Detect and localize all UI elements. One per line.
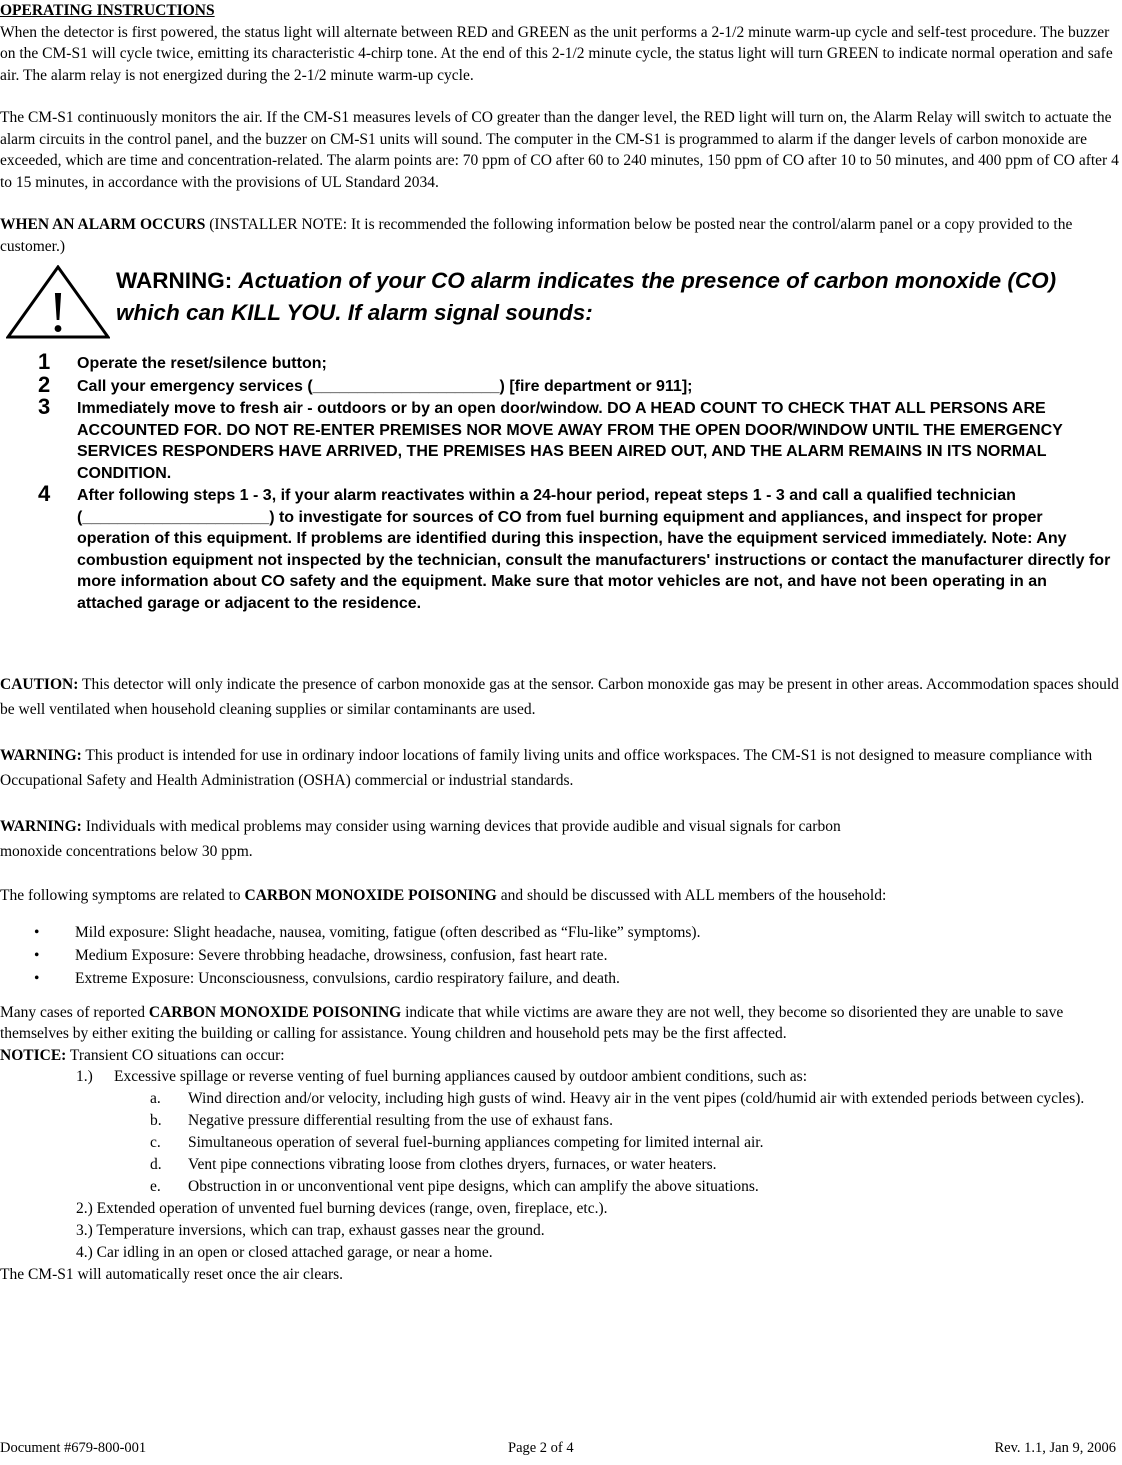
warning-triangle-icon — [6, 265, 110, 339]
step-number: 1 — [38, 349, 51, 374]
many-cases-post: indicate that while victims are aware they are not well, they become so disoriented they are unable to save themselves by either exiting the building or calling for assistance. Young children and household pets may be the first affected. — [0, 1003, 1064, 1042]
symptoms-intro-pre: The following symptoms are related to — [0, 887, 245, 904]
emergency-step — [0, 481, 1122, 614]
notice-subitem-text: Simultaneous operation of several fuel-burning appliances competing for limited internal air. — [188, 1134, 764, 1151]
notice-subitem — [0, 1176, 1122, 1198]
page-number: Page 2 of 4 — [508, 1440, 574, 1456]
alarm-occurs-heading: WHEN AN ALARM OCCURS — [0, 216, 206, 233]
step-number: 4 — [38, 481, 51, 506]
warning-medical-text-1: Individuals with medical problems may consider using warning devices that provide audible and visual signals for carbon — [81, 818, 841, 835]
warning-indoor-label: WARNING: — [0, 747, 82, 764]
notice-item-text: Excessive spillage or reverse venting of fuel burning appliances caused by outdoor ambient conditions, such as: — [114, 1068, 808, 1085]
warning-banner-message: Actuation of your CO alarm indicates the presence of carbon monoxide (CO) which can KILL YOU. If alarm signal sounds: — [116, 268, 1057, 325]
list-item — [0, 944, 1122, 967]
step-text: After following steps 1 - 3, if your alarm reactivates within a 24-hour period, repeat steps 1 - 3 and call a qualified technician (_____________________) to investigate for sources of CO from fuel burning equipment and appliances, and inspect for proper operation of this equipment. If problems are identified during this inspection, have the equipment serviced immediately. Note: Any combustion equipment not inspected by the technician, consult the manufacturers' instructions or contact the manufacturer directly for more information about CO safety and the equipment. Make sure that motor vehicles are not, and have not been operating in an attached garage or adjacent to the residence. — [77, 487, 1111, 612]
symptom-text: Mild exposure: Slight headache, nausea, vomiting, fatigue (often described as “Flu-like” symptoms). — [75, 923, 701, 941]
step-text: Call your emergency services (_____________________) [fire department or 911]; — [77, 377, 693, 395]
step-number: 3 — [38, 394, 51, 419]
notice-item — [0, 1066, 1122, 1088]
step-text: Operate the reset/silence button; — [77, 355, 327, 372]
warning-banner — [0, 265, 1122, 347]
warning-indoor-text: This product is intended for use in ordinary indoor locations of family living units and office workspaces. The CM-S1 is not designed to measure compliance with Occupational Safety and Health Administration (OSHA) commercial or industrial standards. — [0, 747, 1093, 789]
notice-item: 2.) Extended operation of unvented fuel burning devices (range, oven, fireplace, etc.). — [76, 1200, 608, 1217]
list-item — [0, 921, 1122, 944]
notice-item-index: 1.) — [76, 1068, 93, 1085]
step-text: Immediately move to fresh air - outdoors or by an open door/window. DO A HEAD COUNT TO CHECK THAT ALL PERSONS ARE ACCOUNTED FOR. DO NOT RE-ENTER PREMISES NOR MOVE AWAY FROM THE OPEN DOOR/WINDOW UNTIL THE EMERGENCY SERVICES RESPONDERS HAVE ARRIVED, THE PREMISES HAS BEEN AIRED OUT, AND THE ALARM REMAINS IN ITS NORMAL CONDITION. — [77, 400, 1063, 482]
warning-banner-text — [116, 265, 1116, 329]
symptom-text: Extreme Exposure: Unconsciousness, convulsions, cardio respiratory failure, and death. — [75, 969, 620, 987]
warning-medical-paragraph — [0, 814, 1122, 864]
notice-paragraph — [0, 1045, 1122, 1067]
notice-subitem-index: b. — [150, 1112, 162, 1129]
document-number: Document #679-800-001 — [0, 1440, 147, 1456]
warning-medical-text-2: monoxide concentrations below 30 ppm. — [0, 843, 253, 860]
symptoms-intro-post: and should be discussed with ALL members of the household: — [496, 887, 887, 904]
notice-subitem-text: Vent pipe connections vibrating loose from clothes dryers, furnaces, or water heaters. — [188, 1156, 717, 1173]
notice-subitem-text: Negative pressure differential resulting from the use of exhaust fans. — [188, 1112, 613, 1129]
installer-note: (INSTALLER NOTE: It is recommended the following information below be posted near the control/alarm panel or a copy provided to the customer.) — [0, 216, 1073, 255]
notice-label: NOTICE: — [0, 1046, 67, 1064]
emergency-steps — [0, 349, 1122, 614]
notice-text: Transient CO situations can occur: — [66, 1046, 285, 1064]
notice-item: 3.) Temperature inversions, which can trap, exhaust gasses near the ground. — [76, 1222, 545, 1239]
notice-subitem — [0, 1088, 1122, 1110]
revision-info: Rev. 1.1, Jan 9, 2006 — [994, 1440, 1116, 1456]
symptom-text: Medium Exposure: Severe throbbing headache, drowsiness, confusion, fast heart rate. — [75, 946, 608, 964]
emergency-step — [0, 349, 1122, 375]
page-footer — [0, 1438, 1122, 1458]
warning-banner-label: WARNING: — [116, 268, 239, 293]
many-cases-paragraph — [0, 1002, 1122, 1045]
many-cases-bold: CARBON MONOXIDE POISONING — [148, 1003, 402, 1021]
bullet-icon: • — [34, 969, 40, 987]
operating-paragraph-1: When the detector is first powered, the status light will alternate between RED and GREEN as the unit performs a 2-1/2 minute warm-up cycle and self-test procedure. The buzzer on the CM-S1 will cycle twice, emitting its characteristic 4-chirp tone. At the end of this 2-1/2 minute cycle, the status light will turn GREEN to indicate normal operation and safe air. The alarm relay is not energized during the 2-1/2 minute warm-up cycle. — [0, 23, 1113, 84]
bullet-icon: • — [34, 923, 40, 941]
emergency-step — [0, 394, 1122, 484]
caution-block — [0, 672, 1122, 864]
caution-text: This detector will only indicate the presence of carbon monoxide gas at the sensor. Carbon monoxide gas may be present in other areas. Accommodation spaces should be well ventilated when household cleaning supplies or similar contaminants are used. — [0, 676, 1119, 718]
operating-instructions-title: OPERATING INSTRUCTIONS — [0, 2, 215, 19]
warning-triangle-glyph: ! — [48, 279, 68, 339]
caution-paragraph — [0, 672, 1122, 722]
notice-subitem — [0, 1110, 1122, 1132]
notice-subitem-text: Obstruction in or unconventional vent pipe designs, which can amplify the above situations. — [188, 1178, 759, 1195]
notice-subitem-index: c. — [150, 1134, 161, 1151]
symptoms-intro — [0, 885, 1122, 907]
bullet-icon: • — [34, 946, 40, 964]
notice-list — [0, 1066, 1122, 1264]
notice-subitem-index: a. — [150, 1090, 161, 1107]
symptoms-intro-bold: CARBON MONOXIDE POISONING — [244, 887, 497, 904]
list-item — [0, 967, 1122, 990]
caution-label: CAUTION: — [0, 676, 79, 693]
many-cases-pre: Many cases of reported — [0, 1003, 149, 1021]
notice-subitem-index: d. — [150, 1156, 162, 1173]
warning-indoor-paragraph — [0, 743, 1122, 793]
alarm-occurs-paragraph — [0, 214, 1122, 257]
reset-note: The CM-S1 will automatically reset once the air clears. — [0, 1266, 344, 1283]
notice-subitem — [0, 1154, 1122, 1176]
notice-subitem-text: Wind direction and/or velocity, including high gusts of wind. Heavy air in the vent pipes (cold/humid air with extended periods between cycles). — [188, 1090, 1085, 1107]
step-number: 2 — [38, 371, 51, 397]
warning-medical-label: WARNING: — [0, 818, 82, 835]
notice-item: 4.) Car idling in an open or closed attached garage, or near a home. — [76, 1244, 493, 1261]
notice-subitem-index: e. — [150, 1178, 161, 1195]
emergency-step — [0, 371, 1122, 398]
notice-subitem — [0, 1132, 1122, 1154]
operating-paragraph-2: The CM-S1 continuously monitors the air. If the CM-S1 measures levels of CO greater than the danger level, the RED light will turn on, the Alarm Relay will switch to actuate the alarm circuits in the control panel, and the buzzer on CM-S1 units will sound. The computer in the CM-S1 is programmed to alarm if the danger levels of carbon monoxide are exceeded, which are time and concentration-related. The alarm points are: 70 ppm of CO after 60 to 240 minutes, 150 ppm of CO after 10 to 50 minutes, and 400 ppm of CO after 4 to 15 minutes, in accordance with the provisions of UL Standard 2034. — [0, 109, 1119, 191]
symptoms-list — [0, 921, 1122, 990]
